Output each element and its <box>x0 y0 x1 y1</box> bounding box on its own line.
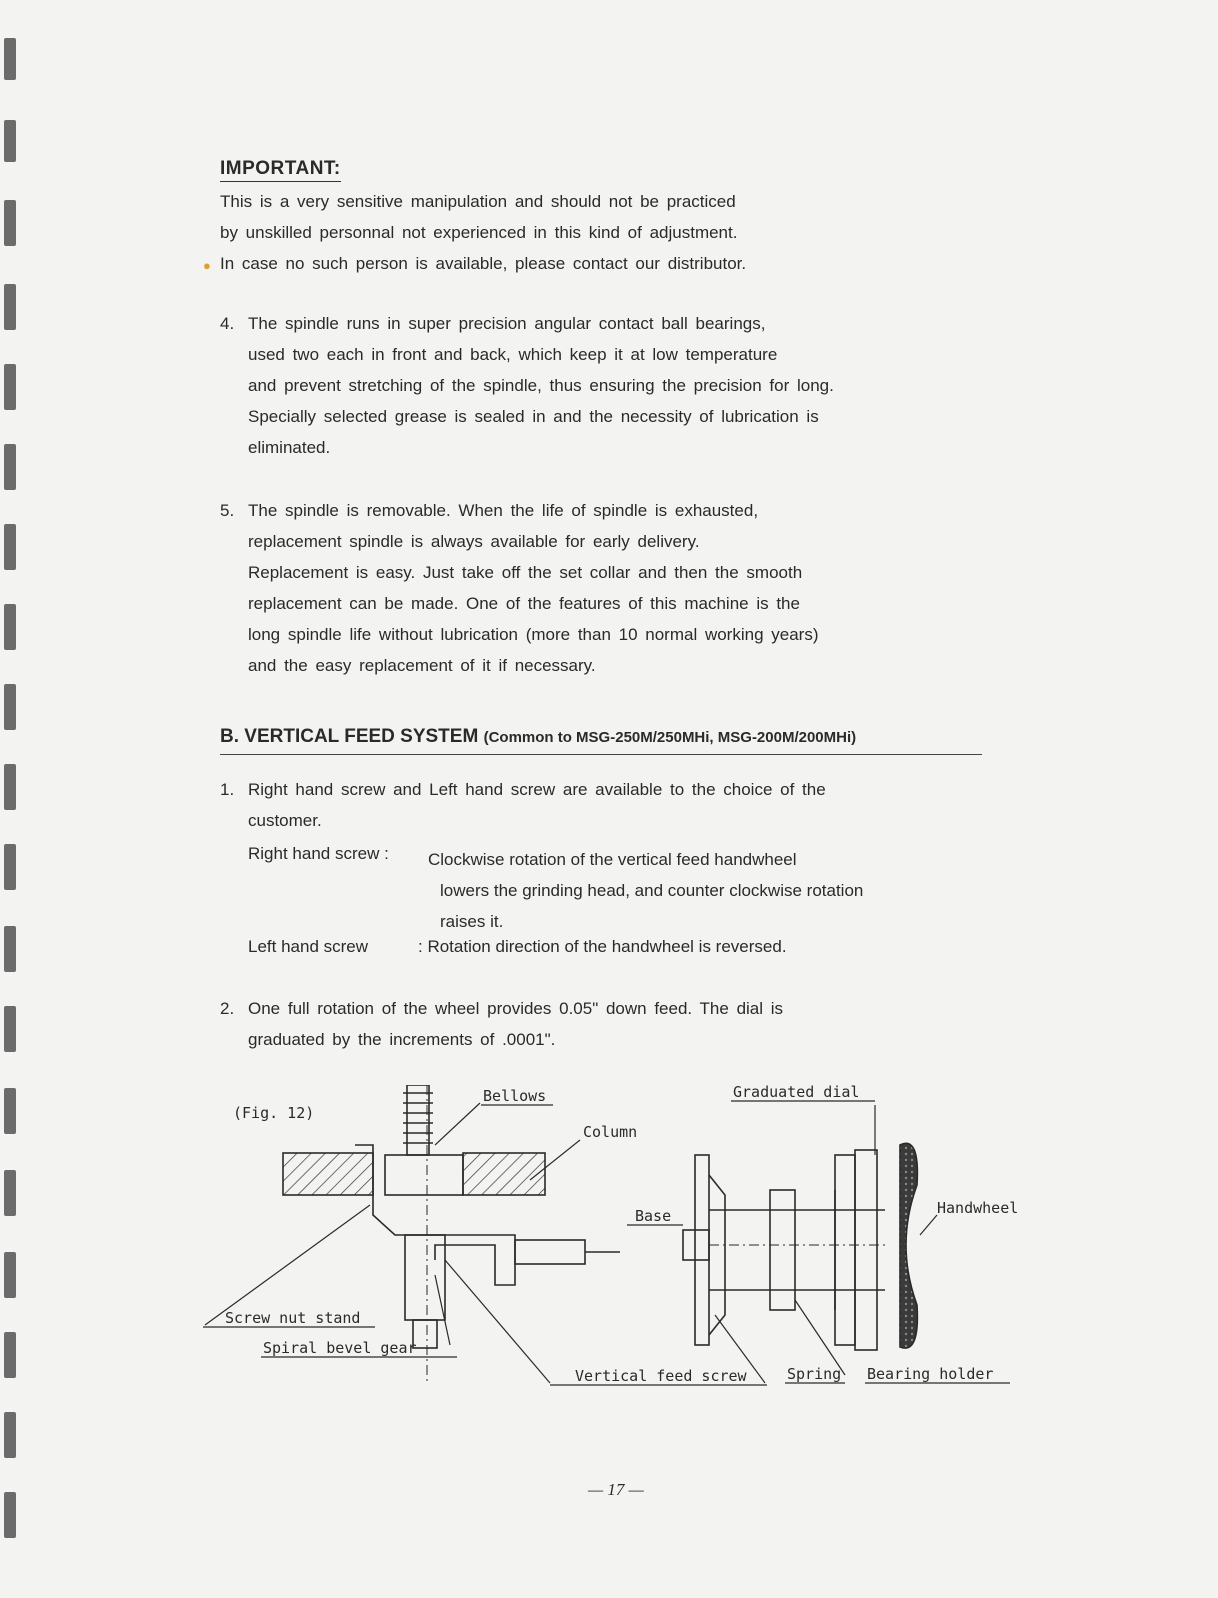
desc-line: lowers the grinding head, and counter clockwise rotation <box>440 881 864 900</box>
binder-hole <box>4 1088 16 1134</box>
important-heading: IMPORTANT: <box>220 158 341 182</box>
left-hand-screw-desc: : Rotation direction of the handwheel is reversed. <box>418 937 787 956</box>
label-base: Base <box>635 1207 672 1225</box>
item-text <box>248 993 783 1055</box>
fig12-diagram <box>195 1085 1045 1405</box>
label-screw-nut-stand: Screw nut stand <box>225 1309 361 1327</box>
binder-hole <box>4 1252 16 1298</box>
binder-hole <box>4 120 16 162</box>
item-line: One full rotation of the wheel provides 0.05" down feed. The dial is <box>248 999 784 1018</box>
binder-hole <box>4 844 16 890</box>
item-line: Right hand screw and Left hand screw are available to the choice of the <box>248 780 826 799</box>
binder-hole <box>4 524 16 570</box>
item-line: long spindle life without lubrication (more than 10 normal working years) <box>248 625 819 644</box>
item-line: The spindle is removable. When the life of spindle is exhausted, <box>248 501 759 520</box>
binder-hole <box>4 604 16 650</box>
item-line: replacement spindle is always available for early delivery. <box>248 532 700 551</box>
label-spiral-bevel-gear: Spiral bevel gear <box>263 1339 417 1357</box>
left-hand-screw-label: Left hand screw <box>248 937 369 956</box>
item-line: The spindle runs in super precision angular contact ball bearings, <box>248 314 766 333</box>
binder-hole <box>4 1170 16 1216</box>
important-line: In case no such person is available, please contact our distributor. <box>220 254 747 273</box>
label-bearing-holder: Bearing holder <box>867 1365 994 1383</box>
margin-mark: ● <box>203 258 211 273</box>
section-title: B. VERTICAL FEED SYSTEM <box>220 726 479 747</box>
item-text <box>248 308 834 463</box>
figure-caption: (Fig. 12) <box>233 1104 315 1122</box>
item-number: 1. <box>220 780 235 799</box>
desc-line: Clockwise rotation of the vertical feed handwheel <box>428 850 797 869</box>
binder-hole <box>4 1492 16 1538</box>
label-graduated-dial: Graduated dial <box>733 1085 860 1101</box>
bellows-shape <box>403 1085 433 1155</box>
item-line: Replacement is easy. Just take off the set collar and then the smooth <box>248 563 803 582</box>
binder-hole <box>4 1412 16 1458</box>
section-subtitle: (Common to MSG-250M/250MHi, MSG-200M/200MHi) <box>483 729 857 746</box>
important-text <box>220 186 746 279</box>
item-number: 4. <box>220 314 235 333</box>
item-line: Specially selected grease is sealed in and the necessity of lubrication is <box>248 407 819 426</box>
binder-hole <box>4 926 16 972</box>
binder-hole <box>4 444 16 490</box>
item-line: customer. <box>248 811 322 830</box>
important-line: This is a very sensitive manipulation and should not be practiced <box>220 192 736 211</box>
item-text <box>248 495 819 681</box>
item-line: graduated by the increments of .0001". <box>248 1030 556 1049</box>
binder-hole <box>4 364 16 410</box>
item-line: used two each in front and back, which keep it at low temperature <box>248 345 778 364</box>
desc-line: raises it. <box>440 912 504 931</box>
item-line: replacement can be made. One of the features of this machine is the <box>248 594 800 613</box>
binder-hole <box>4 1006 16 1052</box>
item-line: and the easy replacement of it if necessary. <box>248 656 596 675</box>
item-text <box>248 774 826 836</box>
binder-hole <box>4 1332 16 1378</box>
label-vertical-feed-screw: Vertical feed screw <box>575 1367 747 1385</box>
item-number: 5. <box>220 501 235 520</box>
page-number: — 17 — <box>588 1480 644 1499</box>
right-hand-screw-label: Right hand screw : <box>248 844 389 863</box>
important-line: by unskilled personnal not experienced in this kind of adjustment. <box>220 223 738 242</box>
binder-hole <box>4 38 16 80</box>
item-line: eliminated. <box>248 438 331 457</box>
item-line: and prevent stretching of the spindle, thus ensuring the precision for long. <box>248 376 834 395</box>
label-bellows: Bellows <box>483 1087 547 1105</box>
binder-hole <box>4 764 16 810</box>
binder-hole <box>4 200 16 246</box>
label-handwheel: Handwheel <box>937 1199 1019 1217</box>
right-hand-screw-desc <box>428 844 863 937</box>
binder-hole <box>4 684 16 730</box>
label-column: Column <box>583 1123 638 1141</box>
label-spring: Spring <box>787 1365 842 1383</box>
binder-hole <box>4 284 16 330</box>
item-number: 2. <box>220 999 235 1018</box>
section-b-title <box>220 726 982 755</box>
